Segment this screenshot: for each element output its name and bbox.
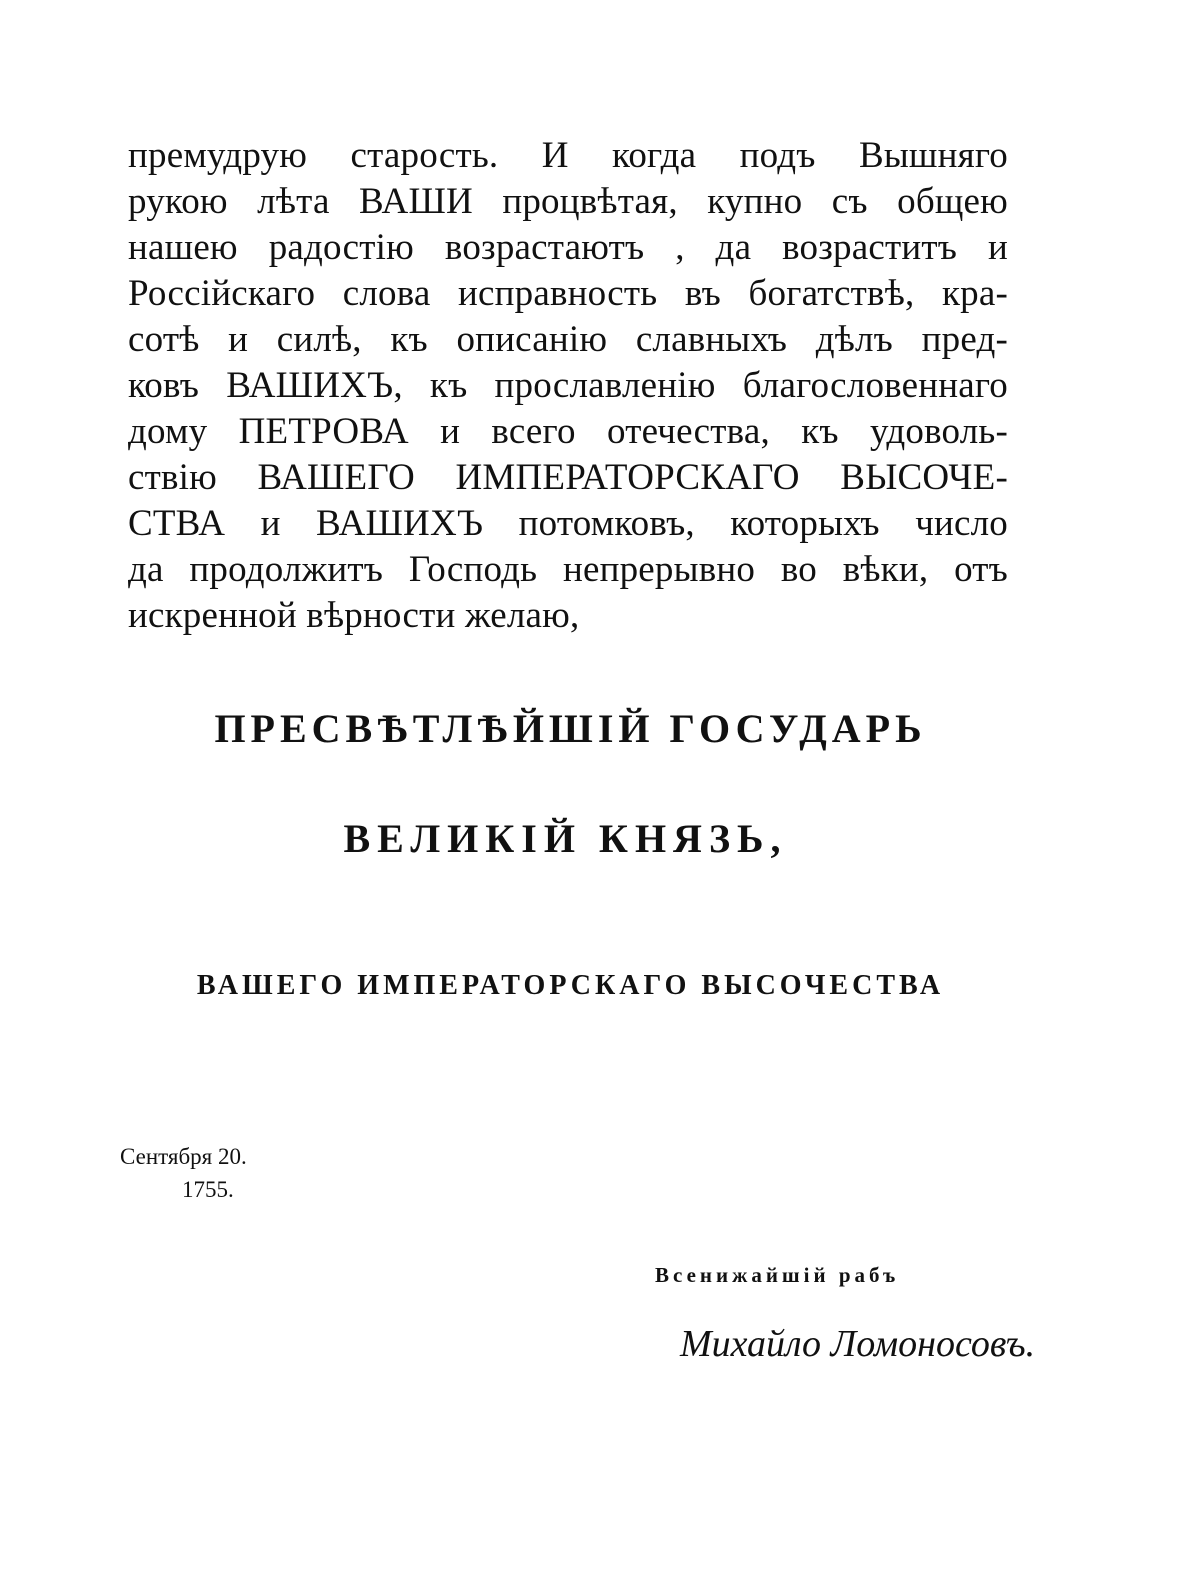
body-line-7: дому ПЕТРОВА и всего отечества, къ удоволь-: [128, 411, 1008, 452]
body-line-11: искренной вѣрности желаю,: [128, 595, 580, 636]
body-line-5: сотѣ и силѣ, къ описанiю славныхъ дѣлъ пред-: [128, 319, 1008, 360]
body-paragraph: [128, 133, 1008, 639]
body-line-2: рукою лѣта ВАШИ процвѣтая, купно съ общею: [128, 181, 1008, 222]
highness-heading: ВАШЕГО ИМПЕРАТОРСКАГО ВЫСОЧЕСТВА: [196, 970, 945, 1001]
body-line-4: Россiйскаго слова исправность въ богатствѣ, кра-: [128, 273, 1008, 314]
address-heading: ПРЕСВѢТЛѢЙШIЙ ГОСУДАРЬ: [214, 706, 927, 751]
date-block: [120, 1140, 247, 1206]
body-line-1: премудрую старость. И когда подъ Вышняго: [128, 135, 1008, 176]
body-line-6: ковъ ВАШИХЪ, къ прославленiю благословеннаго: [128, 365, 1008, 406]
signoff: Всенижайшiй рабъ: [655, 1263, 900, 1287]
body-line-10: да продолжитъ Господь непрерывно во вѣки, отъ: [128, 549, 1008, 590]
signature: Михайло Ломоносовъ.: [680, 1323, 1036, 1365]
body-line-3: нашею радостiю возрастаютъ , да возраститъ и: [128, 227, 1008, 268]
date-year: 1755.: [182, 1177, 234, 1202]
body-line-8: ствiю ВАШЕГО ИМПЕРАТОРСКАГО ВЫСОЧЕ-: [128, 457, 1008, 498]
body-line-9: СТВА и ВАШИХЪ потомковъ, которыхъ число: [128, 503, 1008, 544]
date-day: Сентября 20.: [120, 1144, 247, 1169]
title-heading: ВЕЛИКIЙ КНЯЗЬ,: [343, 816, 788, 861]
